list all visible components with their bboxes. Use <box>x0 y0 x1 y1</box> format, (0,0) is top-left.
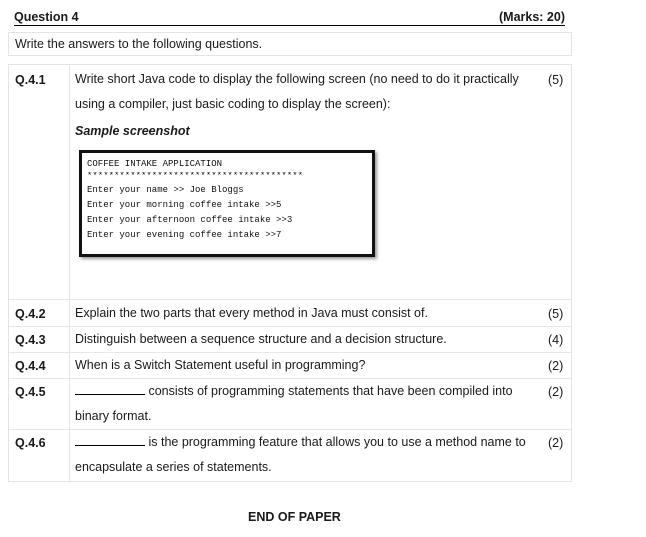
q46-text <box>75 430 537 480</box>
q42-marks: (5) <box>548 307 564 321</box>
q41-number: Q.4.1 <box>15 73 46 87</box>
q44-number: Q.4.4 <box>15 359 46 373</box>
console-line-evening: Enter your evening coffee intake >>7 <box>87 230 282 240</box>
sample-screenshot-label: Sample screenshot <box>75 124 190 138</box>
end-of-paper: END OF PAPER <box>248 510 341 524</box>
question-marks: (Marks: 20) <box>499 10 565 24</box>
q45-number: Q.4.5 <box>15 385 46 399</box>
q41-marks: (5) <box>548 73 564 87</box>
q46-answer-blank <box>75 434 145 446</box>
console-title: COFFEE INTAKE APPLICATION <box>87 159 223 169</box>
q41-line1: Write short Java code to display the following screen (no need to do it practically <box>75 72 519 86</box>
q46-line1: is the programming feature that allows you to use a method name to <box>145 435 526 449</box>
q45-marks: (2) <box>548 385 564 399</box>
console-separator: **************************************** <box>87 172 304 181</box>
q46-number: Q.4.6 <box>15 436 46 450</box>
q45-line1: consists of programming statements that have been compiled into <box>145 384 513 398</box>
question-header <box>14 10 565 26</box>
instruction-row <box>8 32 572 56</box>
q43-text: Distinguish between a sequence structure and a decision structure. <box>75 332 447 346</box>
console-line-morning: Enter your morning coffee intake >>5 <box>87 200 282 210</box>
console-line-afternoon: Enter your afternoon coffee intake >>3 <box>87 215 293 225</box>
questions-table <box>8 64 572 482</box>
q46-line2: encapsulate a series of statements. <box>75 460 272 474</box>
q46-marks: (2) <box>548 436 564 450</box>
row-divider <box>9 299 571 300</box>
q43-marks: (4) <box>548 333 564 347</box>
sample-console-screenshot <box>79 150 375 257</box>
q44-text: When is a Switch Statement useful in programming? <box>75 358 366 372</box>
instruction-text: Write the answers to the following questions. <box>15 37 263 51</box>
q42-number: Q.4.2 <box>15 307 46 321</box>
question-title: Question 4 <box>14 10 79 24</box>
q43-number: Q.4.3 <box>15 333 46 347</box>
q41-line2: using a compiler, just basic coding to display the screen): <box>75 97 391 111</box>
q42-text: Explain the two parts that every method in Java must consist of. <box>75 306 428 320</box>
column-divider <box>69 65 70 481</box>
q45-text <box>75 379 537 429</box>
q41-text <box>75 67 537 117</box>
q45-line2: binary format. <box>75 409 152 423</box>
q45-answer-blank <box>75 383 145 395</box>
console-line-name: Enter your name >> Joe Bloggs <box>87 185 244 195</box>
q44-marks: (2) <box>548 359 564 373</box>
